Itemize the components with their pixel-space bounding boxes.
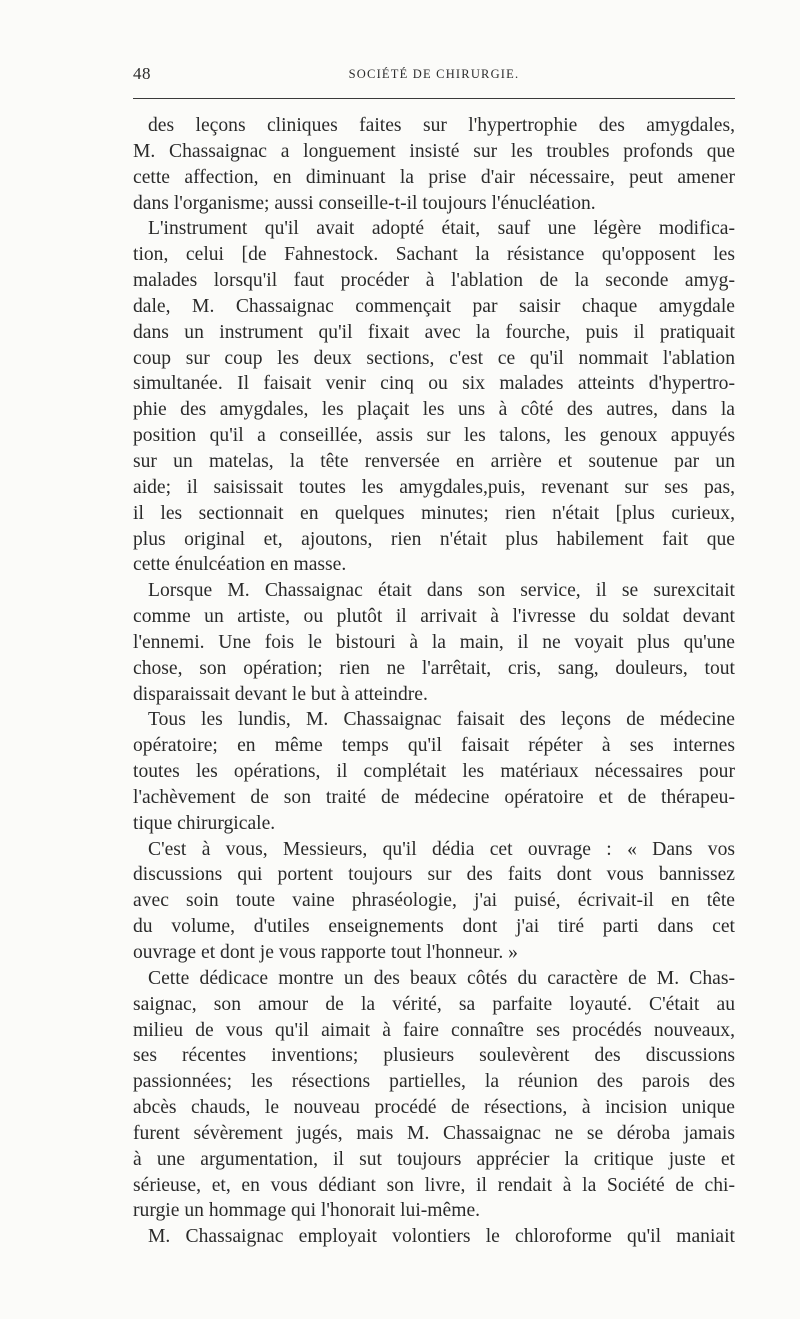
text-line: sérieuse, et, en vous dédiant son livre, il rendait à la Société de chi- xyxy=(133,1174,735,1196)
text-line: plus original et, ajoutons, rien n'était plus habilement fait que xyxy=(133,528,735,550)
text-line: Lorsque M. Chassaignac était dans son service, il se surexcitait xyxy=(148,580,735,602)
text-line: dans l'organisme; aussi conseille-t-il toujours l'énucléation. xyxy=(133,192,596,214)
paragraph xyxy=(133,113,735,216)
running-title: SOCIÉTÉ DE CHIRURGIE. xyxy=(348,67,520,81)
paragraph xyxy=(133,216,735,578)
page-number: 48 xyxy=(133,64,151,83)
paragraph xyxy=(133,837,735,966)
text-line: rurgie un hommage qui l'honorait lui-même. xyxy=(133,1200,481,1222)
paragraph xyxy=(133,707,735,836)
text-line: discussions qui portent toujours sur des faits dont vous bannissez xyxy=(133,864,735,886)
paragraph xyxy=(133,1224,735,1250)
text-line: Cette dédicace montre un des beaux côtés du caractère de M. Chas- xyxy=(148,967,735,989)
text-line: malades lorsqu'il faut procéder à l'ablation de la seconde amyg- xyxy=(133,270,735,292)
text-line: sur un matelas, la tête renversée en arrière et soutenue par un xyxy=(133,450,735,472)
text-line: simultanée. Il faisait venir cinq ou six malades atteints d'hypertro- xyxy=(133,373,735,395)
text-line: milieu de vous qu'il aimait à faire connaître ses procédés nouveaux, xyxy=(133,1019,735,1041)
text-line: tion, celui [de Fahnestock. Sachant la résistance qu'opposent les xyxy=(133,244,735,266)
text-line: Tous les lundis, M. Chassaignac faisait des leçons de médecine xyxy=(148,709,735,731)
text-line: cette affection, en diminuant la prise d'air nécessaire, peut amener xyxy=(133,166,735,188)
text-line: phie des amygdales, les plaçait les uns à côté des autres, dans la xyxy=(133,399,735,421)
text-line: M. Chassaignac a longuement insisté sur les troubles profonds que xyxy=(133,140,735,162)
text-line: saignac, son amour de la vérité, sa parfaite loyauté. C'était au xyxy=(133,993,735,1015)
text-line: dale, M. Chassaignac commençait par saisir chaque amygdale xyxy=(133,295,735,317)
header-rule xyxy=(133,98,735,99)
text-line: toutes les opérations, il complétait les matériaux nécessaires pour xyxy=(133,761,735,783)
text-line: furent sévèrement jugés, mais M. Chassaignac ne se déroba jamais xyxy=(133,1122,735,1144)
body-text xyxy=(133,113,735,1250)
text-line: dans un instrument qu'il fixait avec la fourche, puis il pratiquait xyxy=(133,321,735,343)
text-line: l'achèvement de son traité de médecine opératoire et de thérapeu- xyxy=(133,786,735,808)
text-line: C'est à vous, Messieurs, qu'il dédia cet ouvrage : « Dans vos xyxy=(148,838,735,860)
text-line: M. Chassaignac employait volontiers le chloroforme qu'il maniait xyxy=(148,1226,735,1248)
text-line: coup sur coup les deux sections, c'est ce qu'il nommait l'ablation xyxy=(133,347,735,369)
text-line: il les sectionnait en quelques minutes; rien n'était [plus curieux, xyxy=(133,502,735,524)
text-line: des leçons cliniques faites sur l'hypertrophie des amygdales, xyxy=(148,115,735,136)
text-line: position qu'il a conseillée, assis sur les talons, les genoux appuyés xyxy=(133,425,735,447)
text-line: ses récentes inventions; plusieurs soulevèrent des discussions xyxy=(133,1045,735,1067)
text-line: opératoire; en même temps qu'il faisait répéter à ses internes xyxy=(133,735,735,757)
text-line: à une argumentation, il sut toujours apprécier la critique juste et xyxy=(133,1148,735,1170)
text-line: aide; il saisissait toutes les amygdales,puis, revenant sur ses pas, xyxy=(133,476,735,498)
text-line: du volume, d'utiles enseignements dont j'ai tiré parti dans cet xyxy=(133,916,735,938)
text-line: tique chirurgicale. xyxy=(133,812,276,834)
text-line: avec soin toute vaine phraséologie, j'ai puisé, écrivait-il en tête xyxy=(133,890,735,912)
text-line: chose, son opération; rien ne l'arrêtait, cris, sang, douleurs, tout xyxy=(133,657,735,679)
text-line: comme un artiste, ou plutôt il arrivait à l'ivresse du soldat devant xyxy=(133,606,735,628)
page-header xyxy=(133,64,735,88)
paragraph xyxy=(133,578,735,707)
text-line: cette énulcéation en masse. xyxy=(133,554,347,576)
text-line: disparaissait devant le but à atteindre. xyxy=(133,683,428,705)
text-line: abcès chauds, le nouveau procédé de résections, à incision unique xyxy=(133,1097,735,1119)
text-line: ouvrage et dont je vous rapporte tout l'honneur. » xyxy=(133,942,518,963)
text-line: l'ennemi. Une fois le bistouri à la main, il ne voyait plus qu'une xyxy=(133,631,735,653)
text-line: L'instrument qu'il avait adopté était, sauf une légère modifica- xyxy=(148,218,735,240)
paragraph xyxy=(133,966,735,1224)
text-line: passionnées; les résections partielles, la réunion des parois des xyxy=(133,1071,735,1093)
